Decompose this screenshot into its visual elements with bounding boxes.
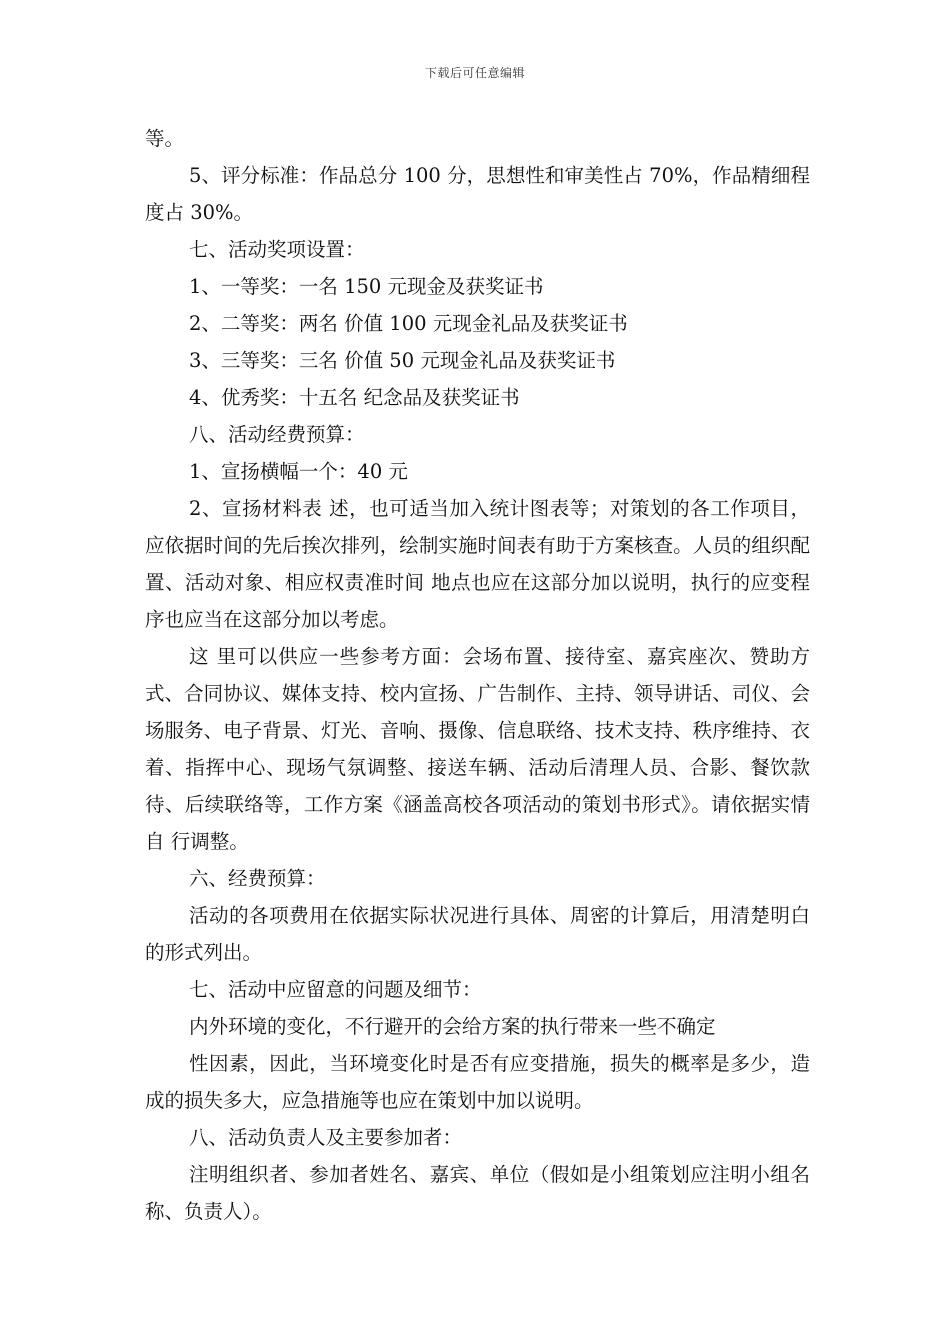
paragraph: 八、活动负责人及主要参加者：	[189, 1126, 463, 1149]
page-header: 下载后可任意编辑	[424, 66, 525, 80]
paragraph: 2、二等奖：两名 价值 100 元现金礼品及获奖证书	[189, 312, 628, 335]
paragraph: 性因素，因此，当环境变化时是否有应变措施，损失的概率是多少，造成的损失多大，应急措施等也应在策划中加以说明。	[145, 1052, 810, 1112]
paragraph: 5、评分标准：作品总分 100 分，思想性和审美性占 70%，作品精细程度占 30%。	[145, 164, 810, 224]
paragraph: 4、优秀奖：十五名 纪念品及获奖证书	[189, 386, 520, 409]
paragraph: 八、活动经费预算：	[189, 423, 365, 446]
paragraph: 3、三等奖：三名 价值 50 元现金礼品及获奖证书	[189, 349, 616, 372]
document-body	[145, 120, 810, 1230]
paragraph: 六、经费预算：	[189, 867, 326, 890]
paragraph: 这 里可以供应一些参考方面：会场布置、接待室、嘉宾座次、赞助方式、合同协议、媒体支持、校内宣扬、广告制作、主持、领导讲话、司仪、会场服务、电子背景、灯光、音响、摄像、信息联络、技术支持、秩序维持、衣着、指挥中心、现场气氛调整、接送车辆、活动后清理人员、合影、餐饮款待、后续联络等，工作方案《涵盖高校各项活动的策划书形式》。请依据实情自 行调整。	[145, 645, 810, 853]
paragraph: 活动的各项费用在依据实际状况进行具体、周密的计算后，用清楚明白的形式列出。	[145, 904, 810, 964]
paragraph: 内外环境的变化，不行避开的会给方案的执行带来一些不确定	[189, 1015, 716, 1038]
paragraph: 注明组织者、参加者姓名、嘉宾、单位（假如是小组策划应注明小组名称、负责人）。	[145, 1163, 810, 1223]
paragraph: 1、宣扬横幅一个：40 元	[189, 460, 408, 483]
paragraph: 七、活动奖项设置：	[189, 238, 365, 261]
paragraph: 等。	[145, 127, 185, 150]
paragraph: 七、活动中应留意的问题及细节：	[189, 978, 482, 1001]
paragraph: 1、一等奖：一名 150 元现金及获奖证书	[189, 275, 544, 298]
paragraph: 2、宣扬材料表 述，也可适当加入统计图表等；对策划的各工作项目，应依据时间的先后挨次排列，绘制实施时间表有助于方案核查。人员的组织配置、活动对象、相应权责准时间 地点也应在这部分加以说明，执行的应变程序也应当在这部分加以考虑。	[145, 497, 810, 631]
